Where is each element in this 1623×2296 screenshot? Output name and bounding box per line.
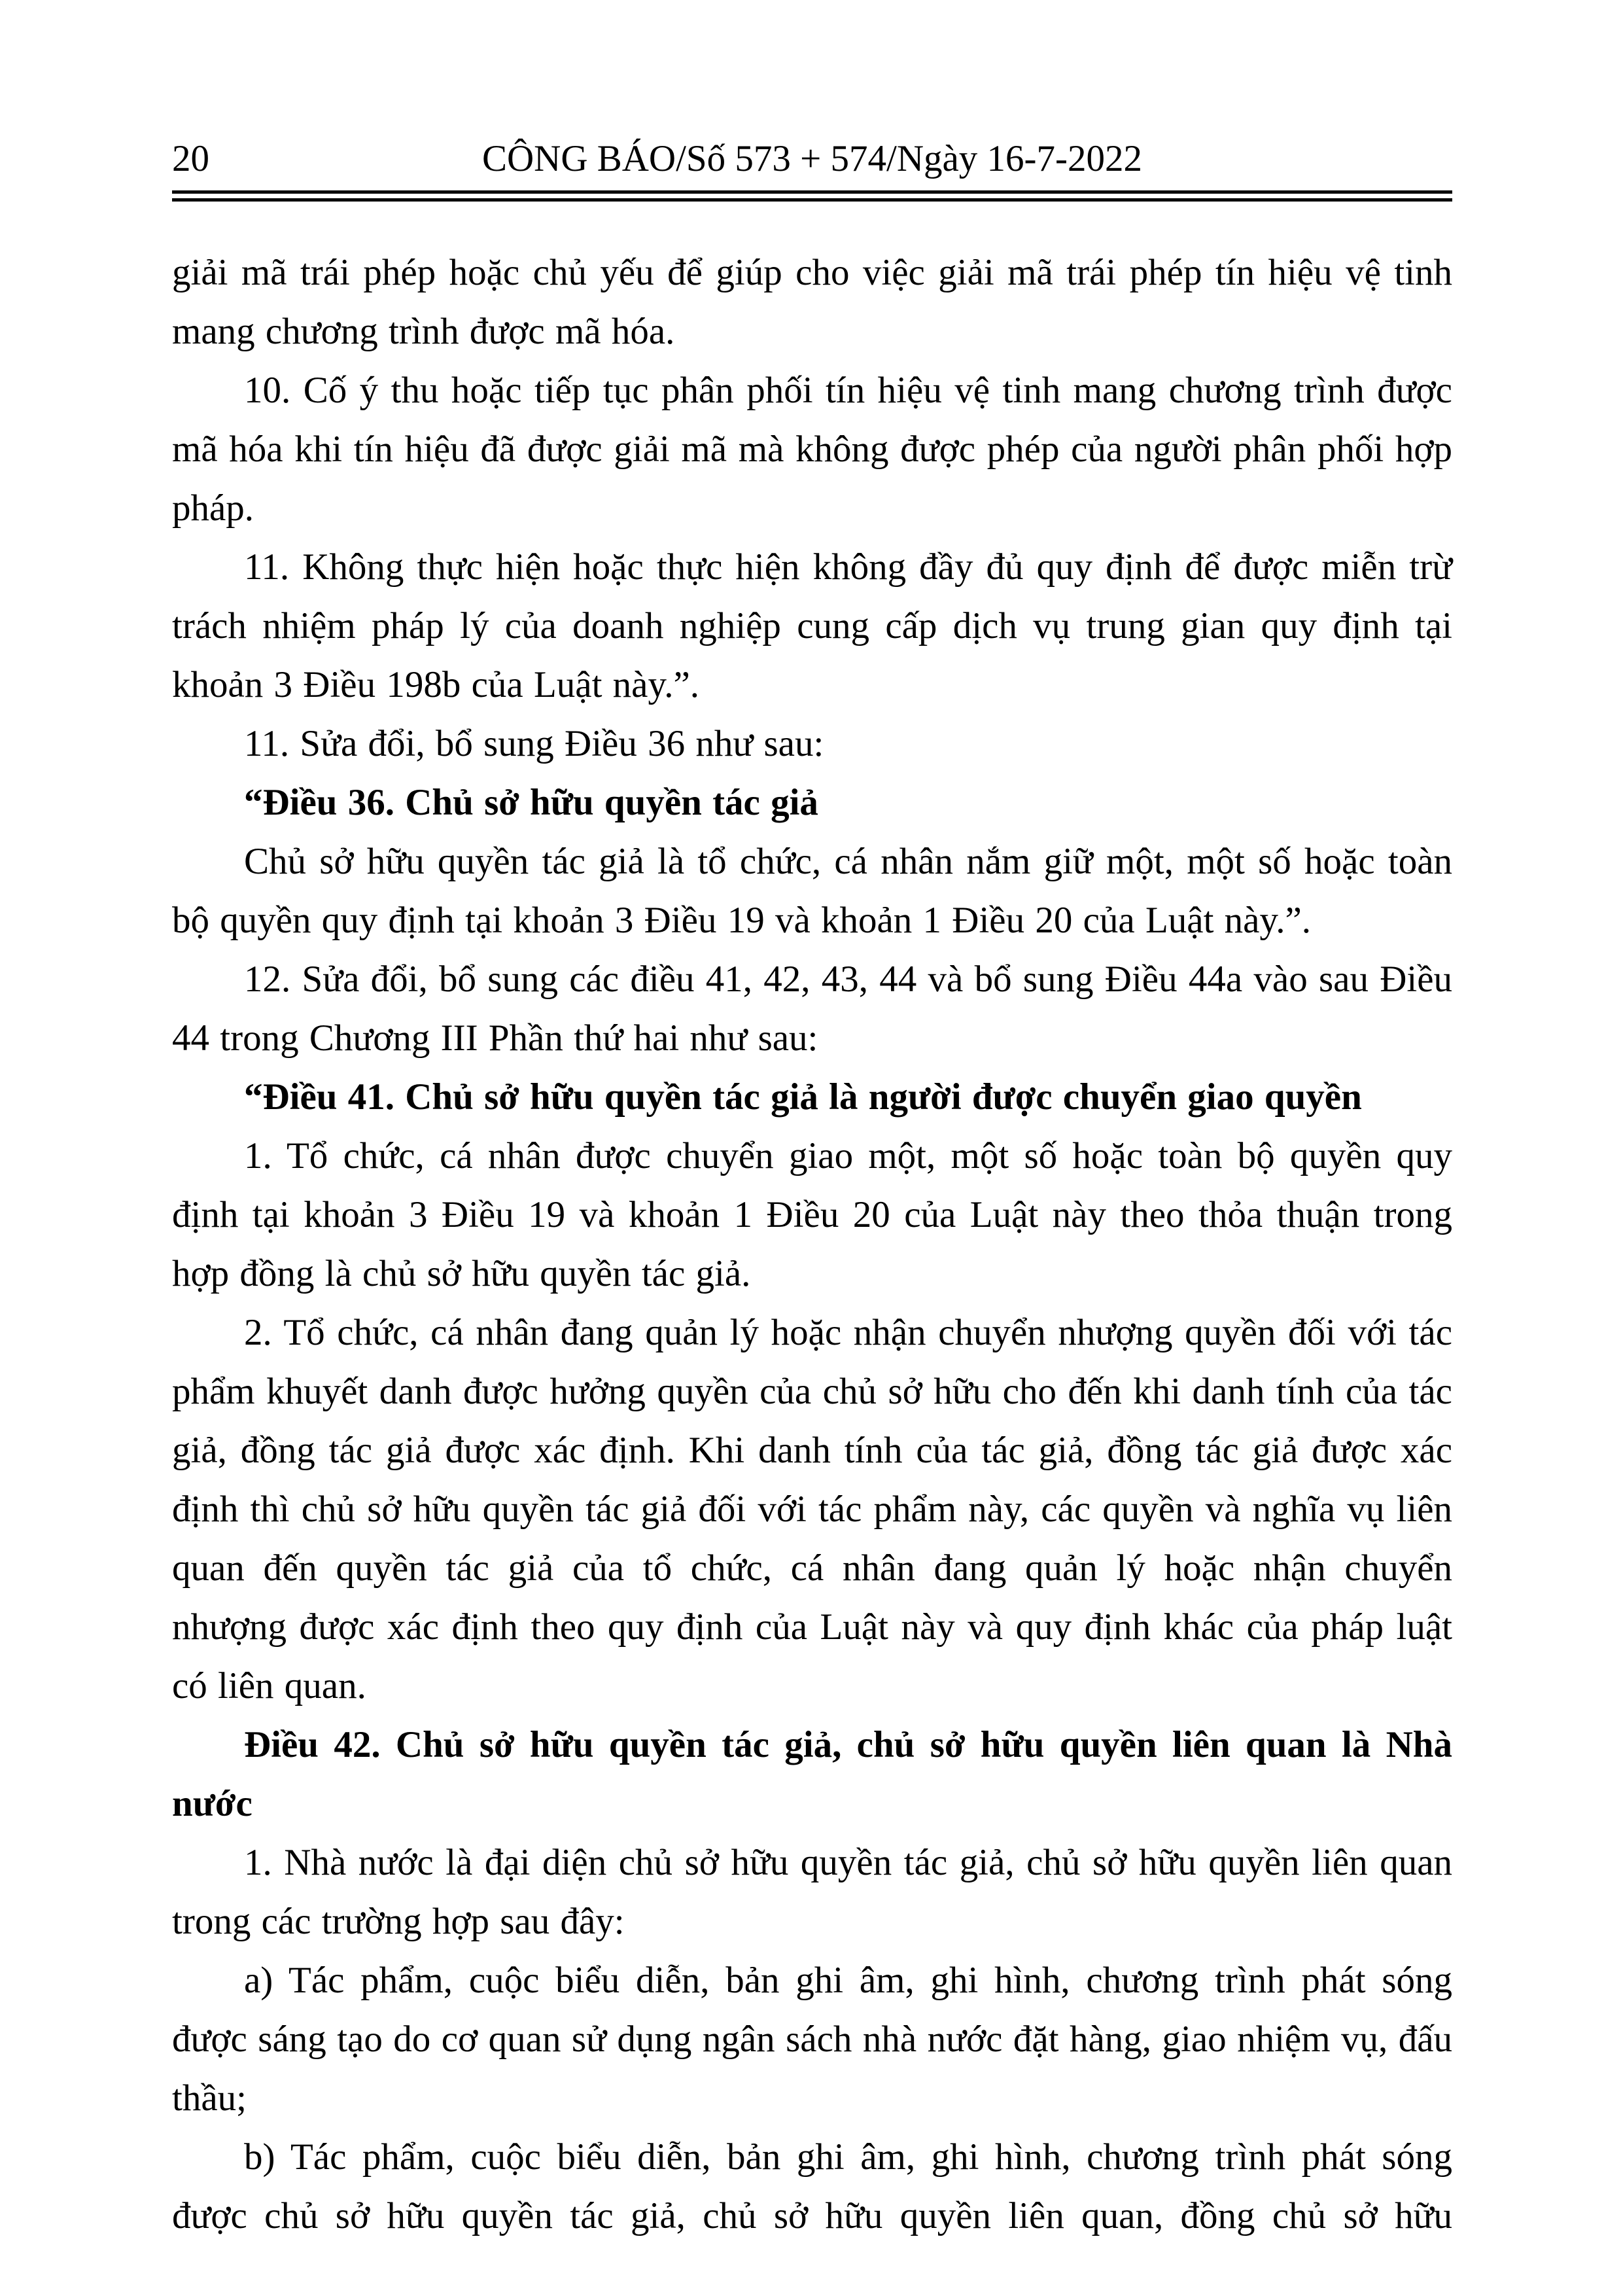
header-double-rule [172,190,1452,202]
paragraph-amendment-item-11: 11. Sửa đổi, bổ sung Điều 36 như sau: [244,723,824,764]
paragraph-continuation: giải mã trái phép hoặc chủ yếu để giúp cho việc giải mã trái phép tín hiệu vệ tinh mang chương trình được mã hóa. [172,252,1452,352]
paragraph-amendment-item-12: 12. Sửa đổi, bổ sung các điều 41, 42, 43, 44 và bổ sung Điều 44a vào sau Điều 44 trong Chương III Phần thứ hai như sau: [172,959,1452,1059]
paragraph-article-42-point-a: a) Tác phẩm, cuộc biểu diễn, bản ghi âm, ghi hình, chương trình phát sóng được sáng tạo do cơ quan sử dụng ngân sách nhà nước đặt hàng, giao nhiệm vụ, đấu thầu; [172,1960,1452,2119]
paragraph-article-36-body: Chủ sở hữu quyền tác giả là tổ chức, cá nhân nắm giữ một, một số hoặc toàn bộ quyền quy định tại khoản 3 Điều 19 và khoản 1 Điều 20 của Luật này.”. [172,841,1452,941]
paragraph-clause-11: 11. Không thực hiện hoặc thực hiện không đầy đủ quy định để được miễn trừ trách nhiệm pháp lý của doanh nghiệp cung cấp dịch vụ trung gian quy định tại khoản 3 Điều 198b của Luật này.”. [172,546,1452,705]
paragraph-article-42-clause-1: 1. Nhà nước là đại diện chủ sở hữu quyền tác giả, chủ sở hữu quyền liên quan trong các trường hợp sau đây: [172,1842,1452,1942]
body-text [172,243,1452,2246]
article-41-heading: “Điều 41. Chủ sở hữu quyền tác giả là người được chuyển giao quyền [244,1076,1362,1118]
paragraph-article-41-clause-2: 2. Tổ chức, cá nhân đang quản lý hoặc nhận chuyển nhượng quyền đối với tác phẩm khuyết danh được hưởng quyền của chủ sở hữu cho đến khi danh tính của tác giả, đồng tác giả được xác định. Khi danh tính của tác giả, đồng tác giả được xác định thì chủ sở hữu quyền tác giả đối với tác phẩm này, các quyền và nghĩa vụ liên quan đến quyền tác giả của tổ chức, cá nhân đang quản lý hoặc nhận chuyển nhượng được xác định theo quy định của Luật này và quy định khác của pháp luật có liên quan. [172,1312,1452,1706]
gazette-header-title: CÔNG BÁO/Số 573 + 574/Ngày 16-7-2022 [481,138,1143,179]
paragraph-article-41-clause-1: 1. Tổ chức, cá nhân được chuyển giao một, một số hoặc toàn bộ quyền quy định tại khoản 3 Điều 19 và khoản 1 Điều 20 của Luật này theo thỏa thuận trong hợp đồng là chủ sở hữu quyền tác giả. [172,1135,1452,1294]
page-number: 20 [172,138,209,179]
page-header [172,139,1452,179]
article-42-heading: Điều 42. Chủ sở hữu quyền tác giả, chủ sở hữu quyền liên quan là Nhà nước [172,1724,1452,1824]
paragraph-article-42-point-b: b) Tác phẩm, cuộc biểu diễn, bản ghi âm, ghi hình, chương trình phát sóng được chủ sở hữu quyền tác giả, chủ sở hữu quyền liên quan, đồng chủ sở hữu [172,2136,1452,2236]
paragraph-clause-10: 10. Cố ý thu hoặc tiếp tục phân phối tín hiệu vệ tinh mang chương trình được mã hóa khi tín hiệu đã được giải mã mà không được phép của người phân phối hợp pháp. [172,370,1452,529]
article-36-heading: “Điều 36. Chủ sở hữu quyền tác giả [244,782,818,823]
page-content [172,139,1452,2246]
